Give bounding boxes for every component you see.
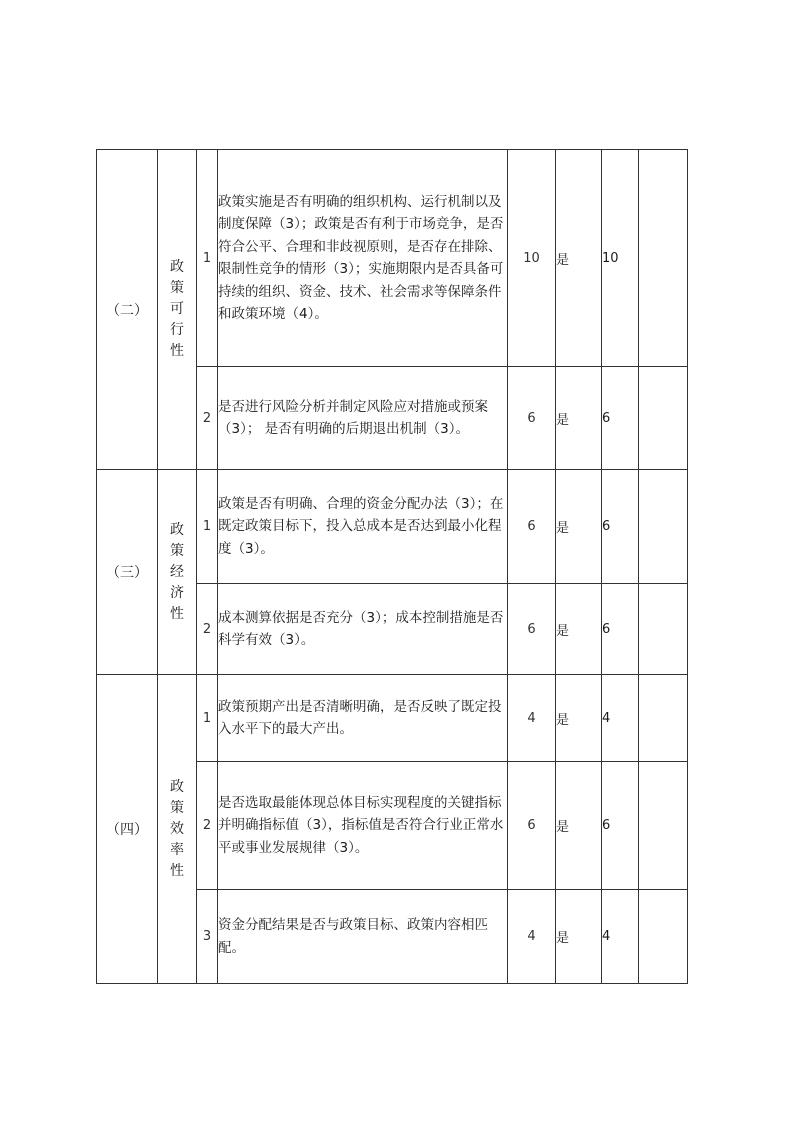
category-label: 政 策 经 济 性 (158, 470, 197, 675)
item-index: 1 (197, 470, 218, 584)
item-index: 3 (197, 890, 218, 984)
item-index: 2 (197, 367, 218, 470)
item-index: 1 (197, 675, 218, 762)
item-index: 2 (197, 584, 218, 675)
item-index: 2 (197, 762, 218, 890)
answer-cell: 是 (556, 890, 602, 984)
max-score: 6 (508, 470, 556, 584)
remarks-cell (639, 675, 688, 762)
item-description: 是否进行风险分析并制定风险应对措施或预案（3）； 是否有明确的后期退出机制（3）。 (218, 367, 508, 470)
answer-cell: 是 (556, 584, 602, 675)
max-score: 6 (508, 367, 556, 470)
max-score: 10 (508, 150, 556, 367)
group-label: （四） (97, 675, 158, 984)
item-description: 政策预期产出是否清晰明确，是否反映了既定投入水平下的最大产出。 (218, 675, 508, 762)
table-row (97, 675, 688, 762)
score-cell: 6 (602, 367, 639, 470)
max-score: 4 (508, 890, 556, 984)
item-description: 资金分配结果是否与政策目标、政策内容相匹配。 (218, 890, 508, 984)
item-description: 政策实施是否有明确的组织机构、运行机制以及制度保障（3）；政策是否有利于市场竞争，是否符合公平、合理和非歧视原则，是否存在排除、限制性竞争的情形（3）；实施期限内是否具备可持续的组织、资金、技术、社会需求等保障条件和政策环境（4）。 (218, 150, 508, 367)
score-cell: 6 (602, 584, 639, 675)
answer-cell: 是 (556, 675, 602, 762)
item-index: 1 (197, 150, 218, 367)
item-description: 成本测算依据是否充分（3）；成本控制措施是否科学有效（3）。 (218, 584, 508, 675)
category-label: 政 策 可 行 性 (158, 150, 197, 470)
answer-cell: 是 (556, 762, 602, 890)
max-score: 6 (508, 584, 556, 675)
remarks-cell (639, 367, 688, 470)
score-cell: 4 (602, 675, 639, 762)
group-label: （二） (97, 150, 158, 470)
answer-cell: 是 (556, 150, 602, 367)
remarks-cell (639, 890, 688, 984)
group-label: （三） (97, 470, 158, 675)
answer-cell: 是 (556, 367, 602, 470)
max-score: 6 (508, 762, 556, 890)
max-score: 4 (508, 675, 556, 762)
answer-cell: 是 (556, 470, 602, 584)
item-description: 是否选取最能体现总体目标实现程度的关键指标并明确指标值（3），指标值是否符合行业正常水平或事业发展规律（3）。 (218, 762, 508, 890)
remarks-cell (639, 470, 688, 584)
remarks-cell (639, 150, 688, 367)
score-cell: 6 (602, 762, 639, 890)
remarks-cell (639, 584, 688, 675)
category-label: 政 策 效 率 性 (158, 675, 197, 984)
table-row (97, 470, 688, 584)
item-description: 政策是否有明确、合理的资金分配办法（3）；在既定政策目标下，投入总成本是否达到最小化程度（3）。 (218, 470, 508, 584)
score-cell: 6 (602, 470, 639, 584)
score-cell: 10 (602, 150, 639, 367)
remarks-cell (639, 762, 688, 890)
table-row (97, 150, 688, 367)
score-cell: 4 (602, 890, 639, 984)
evaluation-table (96, 149, 688, 984)
